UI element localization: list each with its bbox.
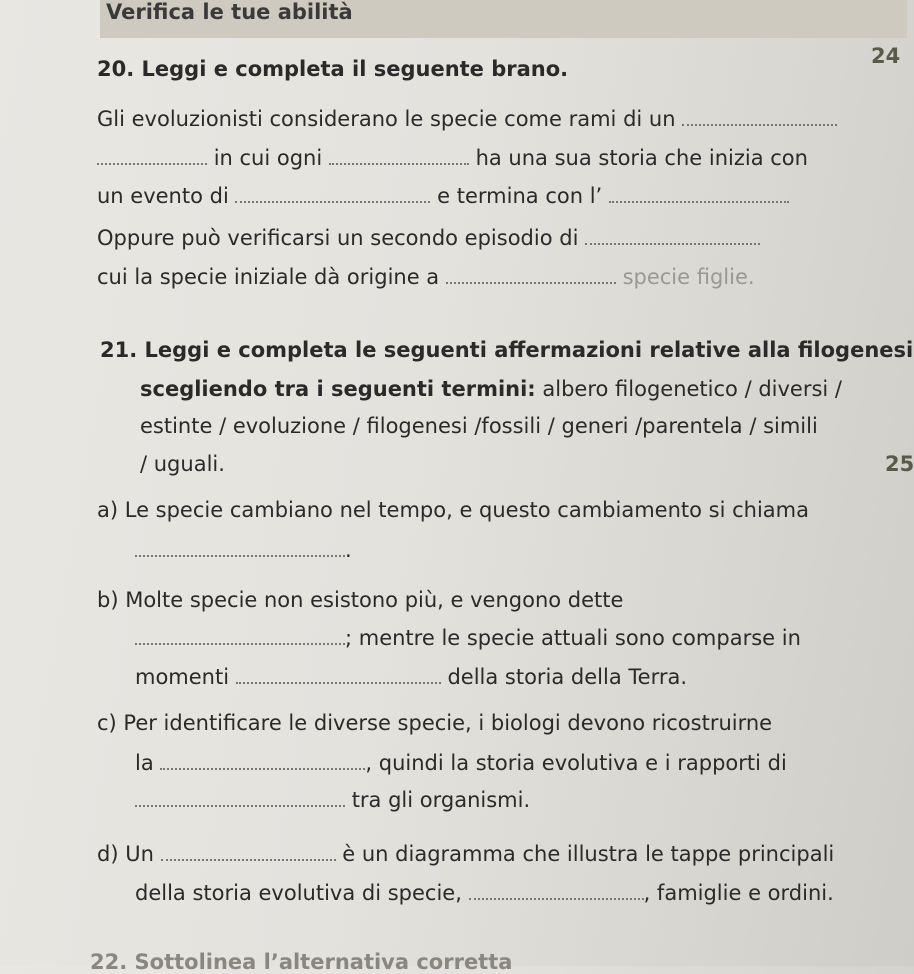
ex21-text: della storia della Terra. — [447, 665, 688, 689]
ex21-instruction-line-4: / uguali. — [140, 452, 225, 476]
section-header — [100, 0, 907, 38]
section-title: Verifica le tue abilità — [106, 0, 353, 24]
blank-field[interactable] — [329, 145, 469, 165]
ex20-text: Oppure può verificarsi un secondo episodio di — [97, 226, 579, 250]
blank-field[interactable] — [161, 841, 336, 861]
exercise-21-title: 21. Leggi e completa le seguenti affermazioni relative alla filogenesi — [100, 338, 914, 362]
blank-field[interactable] — [97, 145, 207, 165]
blank-field[interactable] — [236, 664, 441, 684]
ex21-text: ; mentre le specie attuali sono comparse in — [345, 626, 801, 650]
ex21-item-b-line-2 — [135, 625, 801, 650]
ex21-item-c: c) Per identificare le diverse specie, i biologi devono ricostruirne — [97, 711, 773, 735]
blank-field[interactable] — [135, 537, 345, 557]
ex21-item-b: b) Molte specie non esistono più, e vengono dette — [97, 588, 624, 612]
ex21-text: , quindi la storia evolutiva e i rapporti di — [365, 751, 787, 775]
blank-field[interactable] — [235, 183, 430, 203]
ex21-item-a: a) Le specie cambiano nel tempo, e questo cambiamento si chiama — [97, 498, 809, 522]
ex21-text: , famiglie e ordini. — [643, 881, 834, 905]
ex21-item-d-line-2 — [135, 880, 834, 905]
blank-field[interactable] — [469, 880, 644, 900]
blank-field[interactable] — [682, 106, 837, 126]
ex21-text: è un diagramma che illustra le tappe principali — [342, 842, 835, 866]
ex21-text: momenti — [135, 665, 230, 689]
ex20-text: cui la specie iniziale dà origine a — [97, 265, 440, 289]
ex20-line-3 — [97, 183, 789, 208]
ex20-text: ha una sua storia che inizia con — [475, 146, 808, 170]
ex21-text: albero filogenetico / diversi / — [542, 377, 842, 401]
ex21-instruction-line-2 — [140, 377, 842, 401]
ex21-item-b-line-3 — [135, 664, 687, 689]
ex20-text: e termina con l’ — [437, 184, 603, 208]
exercise-20-title: 20. Leggi e completa il seguente brano. — [97, 57, 569, 81]
ex21-text: la — [135, 751, 154, 775]
blank-field[interactable] — [446, 264, 616, 284]
page-number-middle: 25 — [885, 452, 914, 476]
ex20-line-2 — [97, 145, 808, 170]
ex21-item-c-line-3 — [135, 787, 530, 812]
ex20-line-5 — [97, 264, 755, 289]
blank-field[interactable] — [135, 787, 345, 807]
ex20-text: specie figlie. — [622, 265, 755, 289]
ex21-text: d) Un — [97, 842, 154, 866]
blank-field[interactable] — [135, 625, 345, 645]
ex20-line-4 — [97, 225, 760, 250]
ex21-instruction-line-3: estinte / evoluzione / filogenesi /fossili / generi /parentela / simili — [140, 414, 818, 438]
exercise-22-title: 22. Sottolinea l’alternativa corretta — [90, 950, 513, 974]
blank-field[interactable] — [585, 225, 760, 245]
ex20-text: un evento di — [97, 184, 229, 208]
blank-field[interactable] — [160, 750, 365, 770]
ex21-text: scegliendo tra i seguenti termini: — [140, 377, 536, 401]
ex21-item-a-answer: . — [135, 537, 352, 562]
ex21-text: della storia evolutiva di specie, — [135, 881, 462, 905]
ex20-line-1 — [97, 106, 837, 131]
ex21-item-c-line-2 — [135, 750, 787, 775]
ex21-item-d — [97, 841, 834, 866]
ex21-text: tra gli organismi. — [351, 788, 531, 812]
ex20-text: Gli evoluzionisti considerano le specie come rami di un — [97, 107, 676, 131]
blank-field[interactable] — [609, 183, 789, 203]
page-number-top: 24 — [871, 44, 901, 68]
ex20-text: in cui ogni — [213, 146, 323, 170]
